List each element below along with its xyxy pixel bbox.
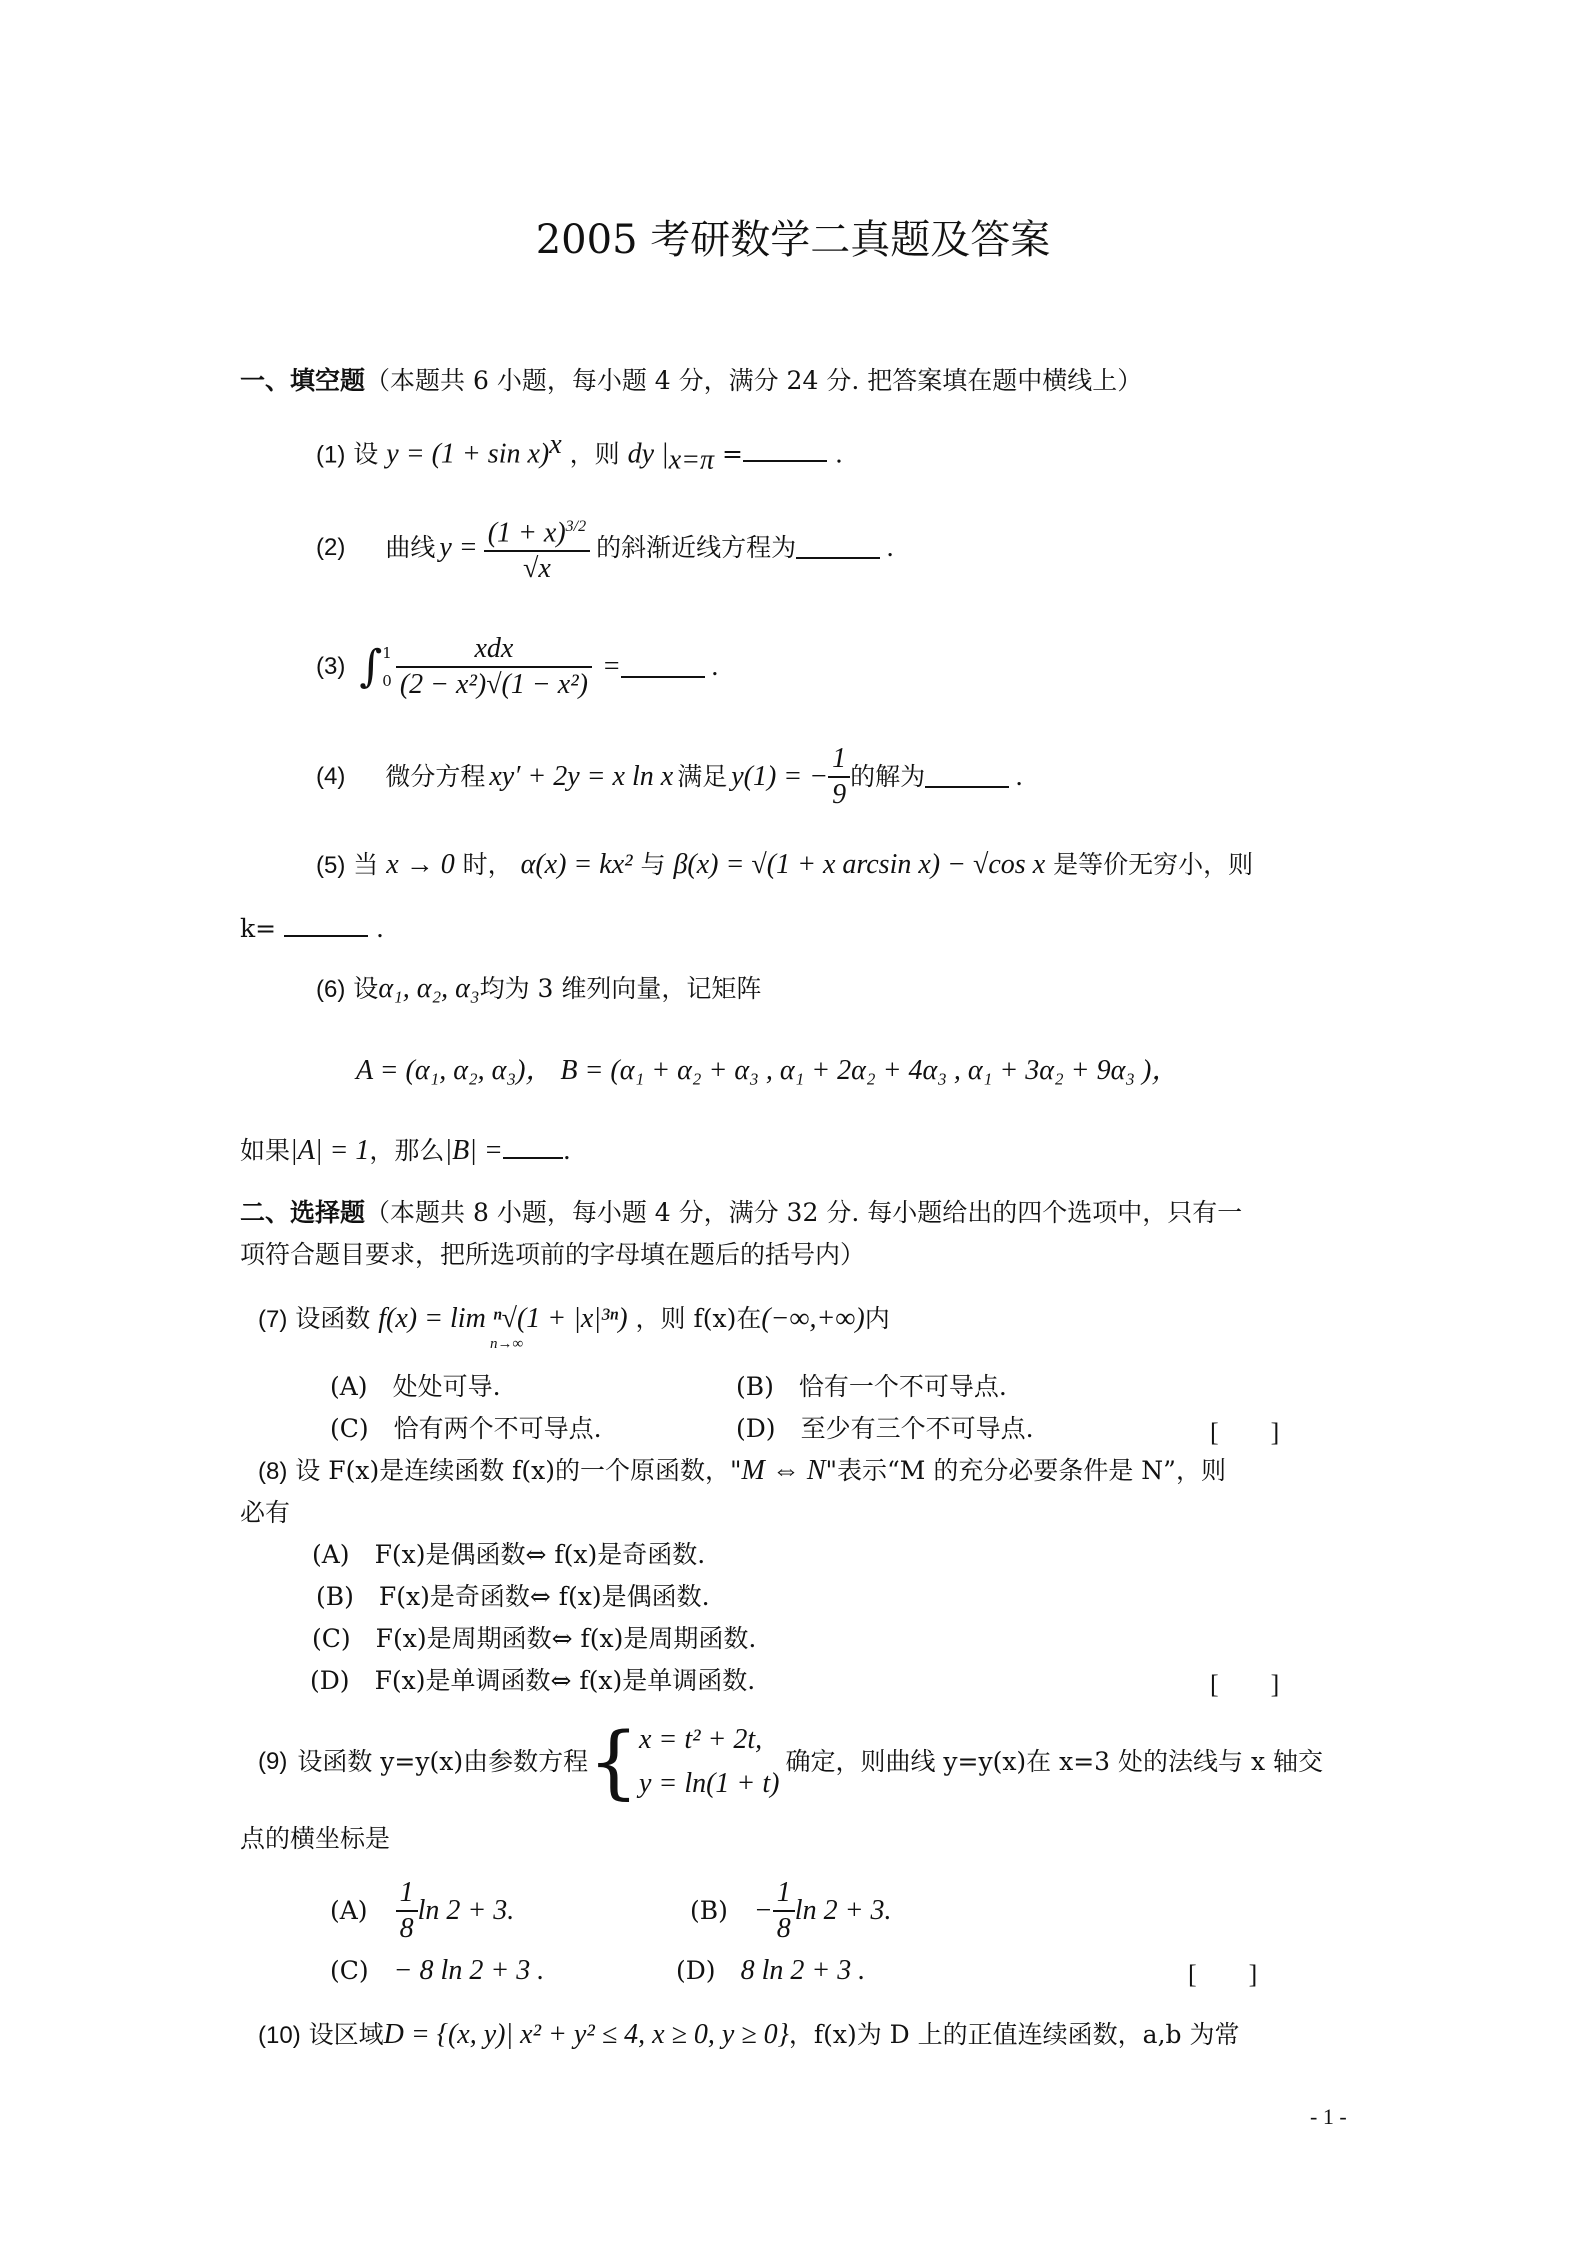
question-text: 时， — [462, 850, 513, 879]
question-number: (7) — [258, 1306, 288, 1333]
question-7 — [258, 1302, 890, 1337]
brace-symbol: { — [588, 1715, 639, 1808]
math-expression: − — [753, 1895, 773, 1926]
fraction-denominator: 8 — [773, 1910, 795, 1946]
question-number: (1) — [316, 441, 346, 469]
math-expression: α(x) = kx² — [520, 849, 633, 880]
option-b — [736, 1370, 1007, 1404]
math-expression: = — [601, 651, 621, 682]
option-label: (A) — [330, 1372, 368, 1401]
option-label: (C) — [330, 1956, 369, 1985]
math-expression: y = — [439, 532, 478, 564]
question-text: 设函数 — [295, 1304, 371, 1333]
integral-lower-limit: 0 — [382, 672, 392, 690]
question-text: 曲线 — [385, 533, 436, 563]
option-text: 恰有两个不可导点. — [393, 1414, 602, 1443]
question-number: (10) — [258, 2022, 301, 2049]
question-text: 内 — [864, 1304, 890, 1333]
option-label: (D) — [676, 1956, 716, 1985]
fraction-numerator: xdx — [474, 633, 514, 664]
option-label: (C) — [312, 1624, 351, 1653]
answer-blank — [925, 766, 1009, 788]
fraction — [396, 632, 592, 702]
page-title: 2005 考研数学二真题及答案 — [535, 217, 1051, 263]
question-text: . — [1015, 762, 1024, 791]
question-number: (8) — [258, 1458, 288, 1485]
question-text: 确定，则曲线 y=y(x)在 x=3 处的法线与 x 轴交 — [785, 1747, 1324, 1776]
question-text: ，f(x)为 D 上的正值连续函数，a,b 为常 — [788, 2020, 1240, 2049]
question-8-continued: 必有 — [240, 1498, 291, 1527]
math-expression: x = t² + 2t, — [639, 1724, 763, 1755]
math-expression: β(x) = √(1 + x arcsin x) − √cos x — [673, 849, 1046, 880]
math-expression: dy | — [627, 438, 669, 470]
math-expression: A = (α₁, α₂, α₃)， B = (α₁ + α₂ + α₃ , α₁ + 2α₂ + 4α₃ , α₁ + 3α₂ + 9α₃ )， — [356, 1055, 1180, 1086]
option-c — [330, 1954, 544, 1988]
option-b — [690, 1876, 891, 1946]
question-3 — [316, 632, 719, 702]
page-number: - 1 - — [1310, 2104, 1347, 2129]
question-9 — [258, 1715, 1324, 1808]
question-text: 设 — [353, 974, 379, 1003]
math-sup: x — [549, 429, 562, 460]
option-text: − 8 ln 2 + 3 . — [393, 1955, 545, 1986]
option-a — [330, 1876, 514, 1946]
question-text: ，那么 — [369, 1136, 445, 1165]
limit-subscript: n→∞ — [490, 1336, 524, 1352]
math-expression: α₁, α₂, α₃ — [378, 973, 480, 1004]
option-label: (D) — [310, 1666, 350, 1695]
integral-limits — [382, 639, 392, 695]
option-label: (B) — [316, 1582, 354, 1611]
option-label: (B) — [690, 1896, 728, 1925]
section-2-heading: 二、选择题 — [240, 1198, 366, 1227]
math-expression: |A| = 1 — [290, 1135, 370, 1166]
option-b — [316, 1580, 710, 1614]
question-1 — [316, 428, 843, 477]
option-text: 8 ln 2 + 3 . — [740, 1955, 866, 1986]
section-1-header — [240, 364, 1142, 398]
question-text: "表示“M 的充分必要条件是 N”，则 — [825, 1456, 1226, 1485]
answer-blank — [743, 434, 827, 462]
math-expression: y = ln(1 + t) — [639, 1768, 780, 1799]
option-a — [312, 1538, 705, 1572]
option-d — [736, 1412, 1034, 1446]
option-c — [312, 1622, 756, 1656]
question-6-condition — [240, 1134, 571, 1168]
question-text: 均为 3 维列向量，记矩阵 — [479, 974, 762, 1003]
question-text: . — [376, 914, 384, 943]
math-expression: D = {(x, y)| x² + y² ≤ 4, x ≥ 0, y ≥ 0} — [383, 2019, 789, 2050]
math-expression: |B| = — [444, 1135, 503, 1166]
question-text: 微分方程 — [385, 762, 486, 791]
question-text: 满足 — [677, 762, 728, 791]
integral-upper-limit: 1 — [382, 644, 392, 662]
fraction-numerator: 1 — [399, 1877, 414, 1908]
question-text: 当 — [353, 850, 379, 879]
question-text: . — [710, 652, 719, 681]
option-text: F(x)是单调函数⇔ f(x)是单调函数. — [374, 1666, 756, 1695]
fraction-denominator: 8 — [396, 1910, 418, 1946]
question-text: ，则 — [569, 439, 620, 469]
section-1-note: （本题共 6 小题，每小题 4 分，满分 24 分. 把答案填在题中横线上） — [365, 366, 1143, 395]
question-text: 的斜渐近线方程为 — [596, 533, 797, 563]
math-expression: y(1) = − — [731, 761, 829, 792]
math-expression: f(x) = lim ⁿ√(1 + |x|³ⁿ) — [378, 1303, 628, 1334]
option-text: F(x)是周期函数⇔ f(x)是周期函数. — [375, 1624, 757, 1653]
question-number: (9) — [258, 1748, 288, 1775]
question-2 — [316, 510, 894, 586]
question-9-continued: 点的横坐标是 — [240, 1824, 391, 1853]
integral-sign: ∫ — [359, 641, 383, 692]
answer-blank — [796, 537, 880, 559]
question-6-matrices — [356, 1054, 1179, 1088]
answer-blank — [503, 1137, 563, 1159]
question-text: 是等价无穷小，则 — [1053, 850, 1254, 879]
option-label: (D) — [736, 1414, 776, 1443]
section-2-header — [240, 1196, 1242, 1230]
question-number: (5) — [316, 852, 346, 879]
question-text: 如果 — [240, 1136, 291, 1165]
option-text: 恰有一个不可导点. — [798, 1372, 1007, 1401]
math-expression: M ⇔ N — [741, 1455, 826, 1486]
fraction-denominator: (2 − x²)√(1 − x²) — [396, 666, 592, 702]
question-text: 与 — [640, 850, 666, 879]
option-d — [676, 1954, 865, 1988]
question-text: 设函数 y=y(x)由参数方程 — [297, 1747, 589, 1776]
math-expression: x → 0 — [386, 849, 455, 880]
option-a — [330, 1370, 501, 1404]
math-expression: y = (1 + sin x) — [386, 438, 550, 470]
fraction — [773, 1876, 795, 1946]
question-number: (3) — [316, 653, 346, 680]
fraction-numerator: 1 — [776, 1877, 791, 1908]
math-sub: x=π — [668, 444, 715, 476]
question-5-continued — [240, 912, 384, 946]
question-text: . — [886, 533, 895, 563]
option-text: F(x)是奇函数⇔ f(x)是偶函数. — [378, 1582, 710, 1611]
question-number: (6) — [316, 976, 346, 1003]
option-text: F(x)是偶函数⇔ f(x)是奇函数. — [374, 1540, 706, 1569]
fraction-numerator: (1 + x) — [487, 517, 566, 549]
parametric-system — [639, 1718, 779, 1806]
option-label: (B) — [736, 1372, 774, 1401]
fraction — [396, 1876, 418, 1946]
option-c — [330, 1412, 602, 1446]
question-text: . — [562, 1136, 571, 1165]
option-label: (A) — [312, 1540, 350, 1569]
question-text: 设区域 — [308, 2020, 384, 2049]
answer-bracket: [ ] — [1210, 1418, 1280, 1447]
option-text: ln 2 + 3. — [417, 1895, 515, 1926]
option-text: 至少有三个不可导点. — [800, 1414, 1034, 1443]
question-text: . — [834, 439, 843, 469]
question-text: 的解为 — [850, 762, 926, 791]
answer-bracket: [ ] — [1188, 1960, 1258, 1989]
section-1-heading: 一、填空题 — [240, 366, 366, 395]
question-5 — [316, 848, 1253, 883]
fraction — [828, 742, 850, 812]
option-d — [310, 1664, 755, 1698]
option-text: ln 2 + 3. — [794, 1895, 892, 1926]
question-10 — [258, 2018, 1239, 2053]
question-8 — [258, 1454, 1226, 1489]
math-expression: (−∞,+∞) — [761, 1303, 865, 1334]
question-text: 设 — [353, 439, 379, 469]
answer-blank — [284, 915, 368, 937]
fraction-numerator: 1 — [832, 743, 847, 774]
fraction-denominator: √x — [484, 550, 590, 586]
question-text: = — [714, 439, 743, 469]
option-text: 处处可导. — [392, 1372, 501, 1401]
section-2-note-continued: 项符合题目要求，把所选项前的字母填在题后的括号内） — [240, 1240, 866, 1269]
answer-blank — [621, 656, 705, 678]
question-4 — [316, 742, 1023, 812]
question-number: (4) — [316, 763, 346, 790]
question-text: 设 F(x)是连续函数 f(x)的一个原函数，" — [295, 1456, 742, 1485]
option-label: (A) — [330, 1896, 368, 1925]
question-text: ，则 f(x)在 — [635, 1304, 762, 1333]
math-sup: 3/2 — [565, 518, 587, 535]
answer-bracket: [ ] — [1210, 1670, 1280, 1699]
option-label: (C) — [330, 1414, 369, 1443]
fraction — [484, 510, 590, 586]
math-expression: xy′ + 2y = x ln x — [489, 761, 674, 792]
section-2-note: （本题共 8 小题，每小题 4 分，满分 32 分. 每小题给出的四个选项中，只有一 — [365, 1198, 1243, 1227]
question-text: k= — [240, 914, 277, 943]
question-6 — [316, 972, 761, 1007]
question-number: (2) — [316, 534, 346, 562]
fraction-denominator: 9 — [828, 776, 850, 812]
